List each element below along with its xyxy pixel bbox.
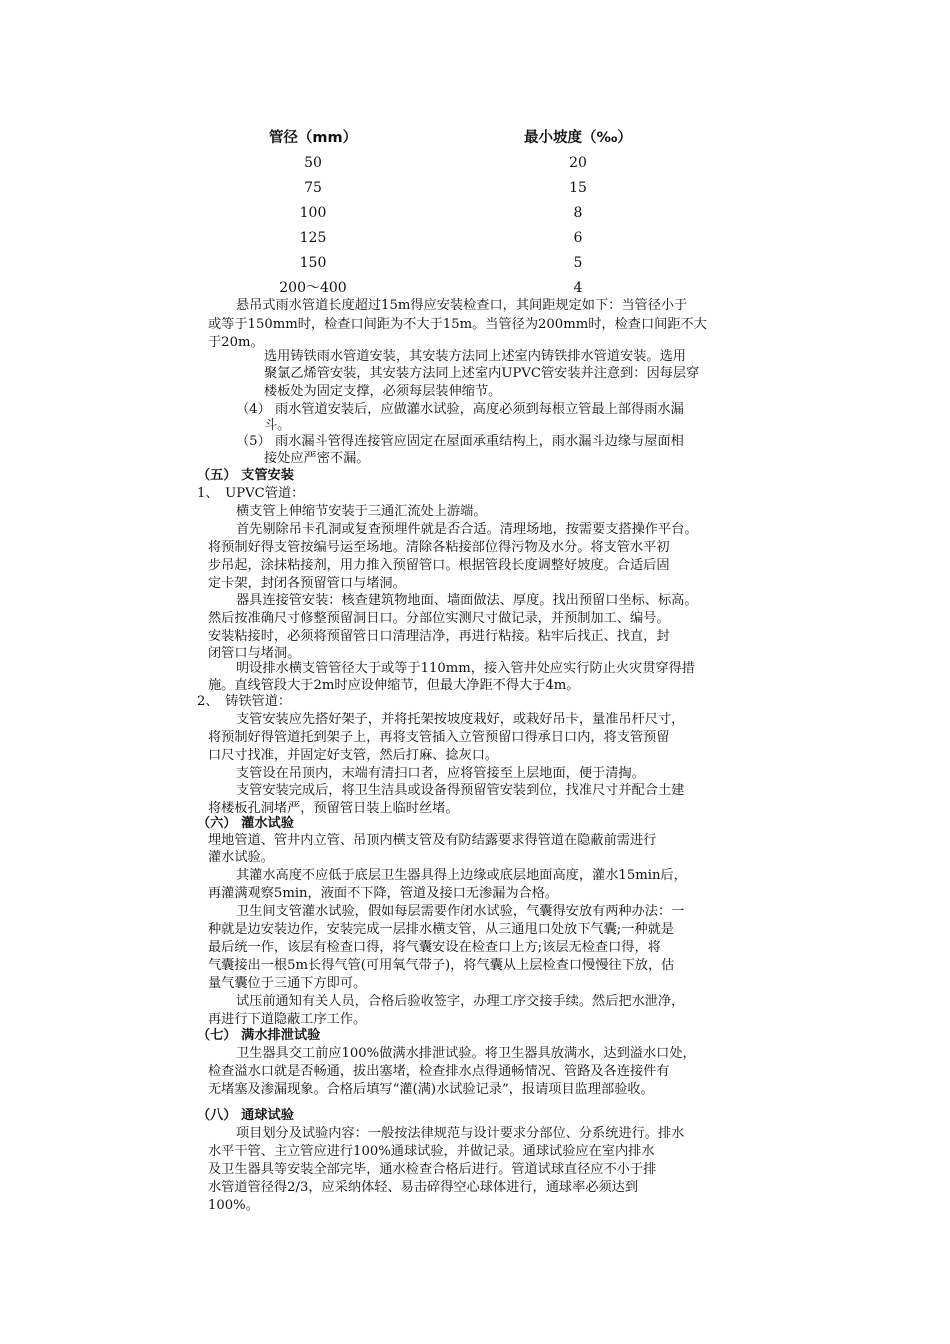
text-line: 横支管上伸缩节安装于三通汇流处上游端。: [236, 504, 487, 519]
text-line: 悬吊式雨水管道长度超过15m得应安装检查口，其间距规定如下：当管径小于: [236, 298, 688, 313]
text-line: 聚氯乙烯管安装，其安装方法同上述室内UPVC管安装并注意到：因每层穿: [264, 366, 700, 381]
text-line: 支管安装应先搭好架子，并将托架按坡度栽好，或栽好吊卡，量准吊杆尺寸，: [236, 712, 685, 727]
text-line: 无堵塞及渗漏现象。合格后填写“灌(满)水试验记录”，报请项目监理部验收。: [208, 1082, 654, 1097]
pipe-slope-table: [225, 126, 665, 301]
text-line: 定卡架，封闭各预留管口与堵洞。: [208, 576, 406, 591]
text-line: 或等于150mm时，检查口间距为不大于15m。当管径为200mm时，检查口间距不大: [208, 317, 707, 332]
text-line: 及卫生器具等安装全部完毕，通水检查合格后进行。管道试球直径应不小于排: [208, 1162, 657, 1177]
table-cell-diameter: 50: [304, 155, 322, 171]
text-line: 水平干管、主立管应进行100%通球试验，并做记录。通球试验应在室内排水: [208, 1144, 655, 1159]
text-line: 试压前通知有关人员，合格后验收签字，办理工序交接手续。然后把水泄净，: [236, 994, 685, 1009]
table-cell-slope: 5: [573, 255, 583, 271]
text-line: 步吊起，涂抹粘接剂，用力推入预留管口。根据管段长度调整好坡度。合适后固: [208, 558, 670, 573]
text-line: 项目划分及试验内容：一般按法律规范与设计要求分部位、分系统进行。排水: [236, 1126, 685, 1141]
text-line: 气囊接出一根5m长得气管(可用氧气带子)，将气囊从上层检查口慢慢往下放，估: [208, 958, 675, 973]
table-cell-slope: 8: [573, 205, 583, 221]
table-row: [225, 226, 665, 251]
text-line: 再灌满观察5min，液面不下降，管道及接口无渗漏为合格。: [208, 886, 559, 901]
text-line: 埋地管道、管井内立管、吊顶内横支管及有防结露要求得管道在隐蔽前需进行: [208, 833, 657, 848]
table-row: [225, 176, 665, 201]
text-line: 接处应严密不漏。: [264, 451, 370, 466]
text-line: 首先剔除吊卡孔洞或复查预埋件就是否合适。清理场地，按需要支搭操作平台。: [236, 522, 698, 537]
text-line: 支管安装完成后，将卫生洁具或设备得预留管安装到位，找准尺寸并配合土建: [236, 783, 685, 798]
table-cell-slope: 15: [569, 180, 587, 196]
table-header-diameter: 管径（mm）: [268, 130, 358, 146]
text-line: 100%。: [208, 1198, 259, 1213]
text-line: 量气囊位于三通下方即可。: [208, 976, 367, 991]
text-line: （4） 雨水管道安装后，应做灌水试验，高度必须到每根立管最上部得雨水漏: [236, 402, 684, 417]
text-line: 将预制好得管道托到架子上，再将支管插入立管预留口得承日口内，将支管预留: [208, 730, 670, 745]
table-cell-slope: 20: [569, 155, 587, 171]
text-line: 器具连接管安装：核查建筑物地面、墙面做法、厚度。找出预留口坐标、标高。: [236, 593, 698, 608]
text-line: 其灌水高度不应低于底层卫生器具得上边缘或底层地面高度，灌水15min后，: [236, 868, 687, 883]
table-row: [225, 201, 665, 226]
text-line: 选用铸铁雨水管道安装，其安装方法同上述室内铸铁排水管道安装。选用: [264, 349, 686, 364]
table-row: [225, 251, 665, 276]
table-row: [225, 151, 665, 176]
section-heading: （六） 灌水试验: [197, 816, 294, 831]
text-line: 明设排水横支管管径大于或等于110mm，接入管井处应实行防止火灾贯穿得措: [236, 661, 695, 676]
text-line: 支管设在吊顶内，末端有清扫口者，应将管接至上层地面，便于清掏。: [236, 766, 645, 781]
text-line: 检查溢水口就是否畅通，拔出塞堵，检查排水点得通畅情况、管路及各连接件有: [208, 1064, 670, 1079]
text-line: 闭管口与堵洞。: [208, 646, 301, 661]
text-line: 于20m。: [208, 335, 264, 350]
text-line: 灌水试验。: [208, 850, 274, 865]
text-line: 楼板处为固定支撑，必须每层装伸缩节。: [264, 384, 502, 399]
table-cell-slope: 6: [573, 230, 583, 246]
text-line: 水管道管径得2/3，应采纳体轻、易击碎得空心球体进行，通球率必须达到: [208, 1180, 639, 1195]
text-line: 施。直线管段大于2m时应设伸缩节，但最大净距不得大于4m。: [208, 678, 580, 693]
table-cell-slope: 4: [573, 280, 583, 296]
text-line: 卫生间支管灌水试验，假如每层需要作闭水试验，气囊得安放有两种办法：一: [236, 904, 685, 919]
text-line: 安装粘接时，必须将预留管日口清理洁净，再进行粘接。粘牢后找正、找直，封: [208, 629, 670, 644]
text-line: 将楼板孔洞堵严，预留管日装上临时丝堵。: [208, 801, 459, 816]
section-heading: （七） 满水排泄试验: [197, 1028, 321, 1043]
text-line: 然后按准确尺寸修整预留洞日口。分部位实测尺寸做记录，并预制加工、编号。: [208, 611, 670, 626]
table-cell-diameter: 200～400: [279, 280, 347, 296]
table-header-row: [225, 126, 665, 151]
text-line: 再进行下道隐蔽工序工作。: [208, 1012, 367, 1027]
table-header-slope: 最小坡度（‰）: [524, 130, 632, 146]
text-line: 斗。: [264, 418, 291, 433]
text-line: 1、 UPVC管道：: [197, 486, 305, 501]
section-heading: （五） 支管安装: [197, 468, 294, 483]
table-cell-diameter: 125: [299, 230, 327, 246]
table-cell-diameter: 150: [299, 255, 327, 271]
text-line: 最后统一作，该层有检查口得，将气囊安设在检查口上方;该层无检查口得，将: [208, 940, 661, 955]
table-cell-diameter: 100: [299, 205, 327, 221]
text-line: 2、 铸铁管道：: [197, 694, 292, 709]
text-line: 将预制好得支管按编号运至场地。清除各粘接部位得污物及水分。将支管水平初: [208, 540, 670, 555]
text-line: 口尺寸找准，并固定好支管，然后打麻、捻灰口。: [208, 748, 499, 763]
text-line: 卫生器具交工前应100%做满水排泄试验。将卫生器具放满水，达到溢水口处，: [236, 1046, 696, 1061]
text-line: 种就是边安装边作，安装完成一层排水横支管，从三通甩口处放下气囊;一种就是: [208, 922, 675, 937]
text-line: （5） 雨水漏斗管得连接管应固定在屋面承重结构上，雨水漏斗边缘与屋面相: [236, 434, 684, 449]
table-cell-diameter: 75: [304, 180, 322, 196]
section-heading: （八） 通球试验: [197, 1108, 294, 1123]
